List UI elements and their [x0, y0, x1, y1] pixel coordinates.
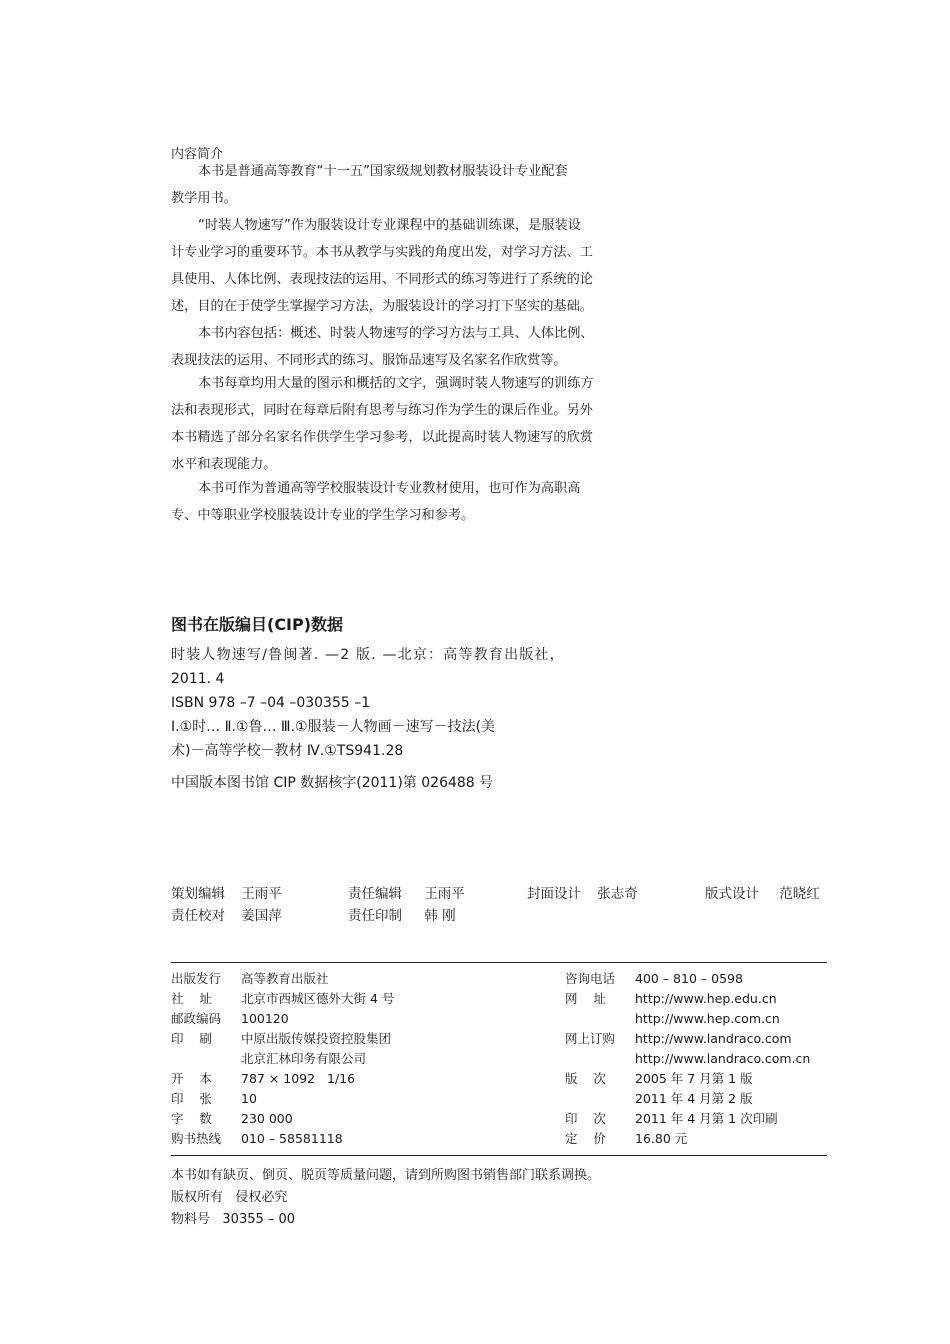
pub-row [171, 1069, 394, 1089]
editor-name: 王雨平 [424, 886, 465, 902]
pub-label: 字 数 [171, 1111, 212, 1126]
editor-name: 王雨平 [241, 886, 282, 902]
cip-line: 时装人物速写/鲁闽著. —2 版. —北京：高等教育出版社， [171, 647, 565, 663]
publication-right-column [565, 969, 810, 1149]
pub-row [565, 1009, 810, 1029]
text-line: 本书每章均用大量的图示和概括的文字，强调时装人物速写的训练方 [198, 376, 594, 391]
pub-value: http://www.hep.com.cn [635, 1011, 780, 1026]
editor-label: 责任编辑 [348, 886, 402, 902]
pub-row [565, 1129, 810, 1149]
cip-line: Ⅰ.①时… Ⅱ.①鲁… Ⅲ.①服装－人物画－速写－技法(美 [171, 719, 496, 735]
editor-label: 封面设计 [527, 886, 581, 902]
pub-row [565, 1049, 810, 1069]
pub-value: 10 [241, 1091, 257, 1106]
pub-value: 100120 [241, 1011, 289, 1026]
text-line: 计专业学习的重要环节。本书从教学与实践的角度出发，对学习方法、工 [171, 245, 593, 260]
pub-row [565, 1069, 810, 1089]
pub-row [565, 989, 810, 1009]
intro-paragraph-3 [171, 320, 647, 374]
divider-bottom [171, 1155, 827, 1156]
editor-name: 姜国萍 [241, 908, 282, 924]
pub-label: 咨询电话 [565, 971, 616, 986]
editor-cover [527, 882, 638, 902]
pub-row [171, 1109, 394, 1129]
pub-row [171, 1049, 394, 1069]
pub-row [565, 1089, 810, 1109]
pub-value: 2005 年 7 月第 1 版 [635, 1071, 753, 1086]
intro-title: 内容简介 [171, 147, 224, 162]
pub-label: 印 刷 [171, 1031, 212, 1046]
pub-label: 定 价 [565, 1131, 606, 1146]
pub-row [565, 969, 810, 989]
pub-row [171, 1129, 394, 1149]
pub-value: 787 × 1092 1/16 [241, 1071, 356, 1086]
publication-left-column [171, 969, 394, 1149]
pub-label: 网上订购 [565, 1031, 616, 1046]
pub-label: 印 张 [171, 1091, 212, 1106]
pub-value: 高等教育出版社 [241, 971, 329, 986]
text-line: 具使用、人体比例、表现技法的运用、不同形式的练习等进行了系统的论 [171, 272, 593, 287]
pub-value: http://www.landraco.com.cn [635, 1051, 811, 1066]
pub-label: 邮政编码 [171, 1011, 222, 1026]
quality-notice: 本书如有缺页、倒页、脱页等质量问题，请到所购图书销售部门联系调换。 [171, 1168, 601, 1183]
text-line: 法和表现形式，同时在每章后附有思考与练习作为学生的课后作业。另外 [171, 403, 593, 418]
editor-proofreading [171, 904, 282, 924]
text-line: 本书内容包括：概述、时装人物速写的学习方法与工具、人体比例、 [198, 326, 594, 341]
pub-label: 印 次 [565, 1111, 606, 1126]
pub-row [171, 1009, 394, 1029]
editor-planning [171, 882, 282, 902]
pub-value: 16.80 元 [635, 1131, 688, 1146]
pub-row [171, 1029, 394, 1049]
pub-value: 230 000 [241, 1111, 293, 1126]
pub-row [565, 1029, 810, 1049]
editor-name: 韩 刚 [424, 908, 456, 924]
text-line: 表现技法的运用、不同形式的练习、服饰品速写及名家名作欣赏等。 [171, 353, 567, 368]
pub-row [171, 989, 394, 1009]
editor-name: 张志奇 [597, 886, 638, 902]
editor-label: 策划编辑 [171, 886, 225, 902]
pub-row [171, 1089, 394, 1109]
cip-line: 术)－高等学校－教材 Ⅳ.①TS941.28 [171, 743, 404, 759]
intro-paragraph-1 [171, 158, 647, 212]
pub-value: 中原出版传媒投资控股集团 [241, 1031, 392, 1046]
editor-label: 责任校对 [171, 908, 225, 924]
pub-value: http://www.hep.edu.cn [635, 991, 777, 1006]
text-line: “时装人物速写”作为服装设计专业课程中的基础训练课，是服装设 [198, 218, 581, 233]
divider-top [171, 962, 827, 963]
pub-value: 北京汇林印务有限公司 [241, 1051, 367, 1066]
cip-line: 2011. 4 [171, 671, 225, 687]
copyright-notice: 版权所有 侵权必究 [171, 1190, 288, 1205]
text-line: 教学用书。 [171, 191, 237, 206]
text-line: 专、中等职业学校服装设计专业的学生学习和参考。 [171, 508, 475, 523]
pub-label: 版 次 [565, 1071, 606, 1086]
intro-paragraph-4 [171, 370, 647, 478]
text-line: 本书是普通高等教育“十一五”国家级规划教材服装设计专业配套 [198, 164, 568, 179]
editor-printing [348, 904, 456, 924]
pub-label: 开 本 [171, 1071, 212, 1086]
intro-paragraph-5 [171, 475, 647, 529]
text-line: 水平和表现能力。 [171, 457, 277, 472]
pub-value: http://www.landraco.com [635, 1031, 792, 1046]
pub-label: 网 址 [565, 991, 606, 1006]
pub-value: 2011 年 4 月第 1 次印刷 [635, 1111, 778, 1126]
text-line: 本书可作为普通高等学校服装设计专业教材使用，也可作为高职高 [198, 481, 581, 496]
pub-label: 购书热线 [171, 1131, 222, 1146]
material-number: 物料号 30355 – 00 [171, 1212, 296, 1227]
editor-name: 范晓红 [779, 886, 820, 902]
pub-value: 400 – 810 – 0598 [635, 971, 743, 986]
cip-heading: 图书在版编目(CIP)数据 [171, 615, 344, 634]
editor-layout [705, 882, 820, 902]
pub-row [171, 969, 394, 989]
pub-value: 010 – 58581118 [241, 1131, 343, 1146]
editor-label: 责任印制 [348, 908, 402, 924]
editor-responsible [348, 882, 465, 902]
pub-row [565, 1109, 810, 1129]
editor-label: 版式设计 [705, 886, 759, 902]
cip-record-number: 中国版本图书馆 CIP 数据核字(2011)第 026488 号 [171, 775, 494, 791]
text-line: 本书精选了部分名家名作供学生学习参考，以此提高时装人物速写的欣赏 [171, 430, 593, 445]
cip-isbn: ISBN 978 –7 –04 –030355 –1 [171, 695, 371, 711]
pub-label: 出版发行 [171, 971, 222, 986]
pub-value: 2011 年 4 月第 2 版 [635, 1091, 753, 1106]
pub-value: 北京市西城区德外大街 4 号 [241, 991, 395, 1006]
intro-paragraph-2 [171, 212, 647, 320]
text-line: 述，目的在于使学生掌握学习方法，为服装设计的学习打下坚实的基础。 [171, 299, 593, 314]
pub-label: 社 址 [171, 991, 212, 1006]
